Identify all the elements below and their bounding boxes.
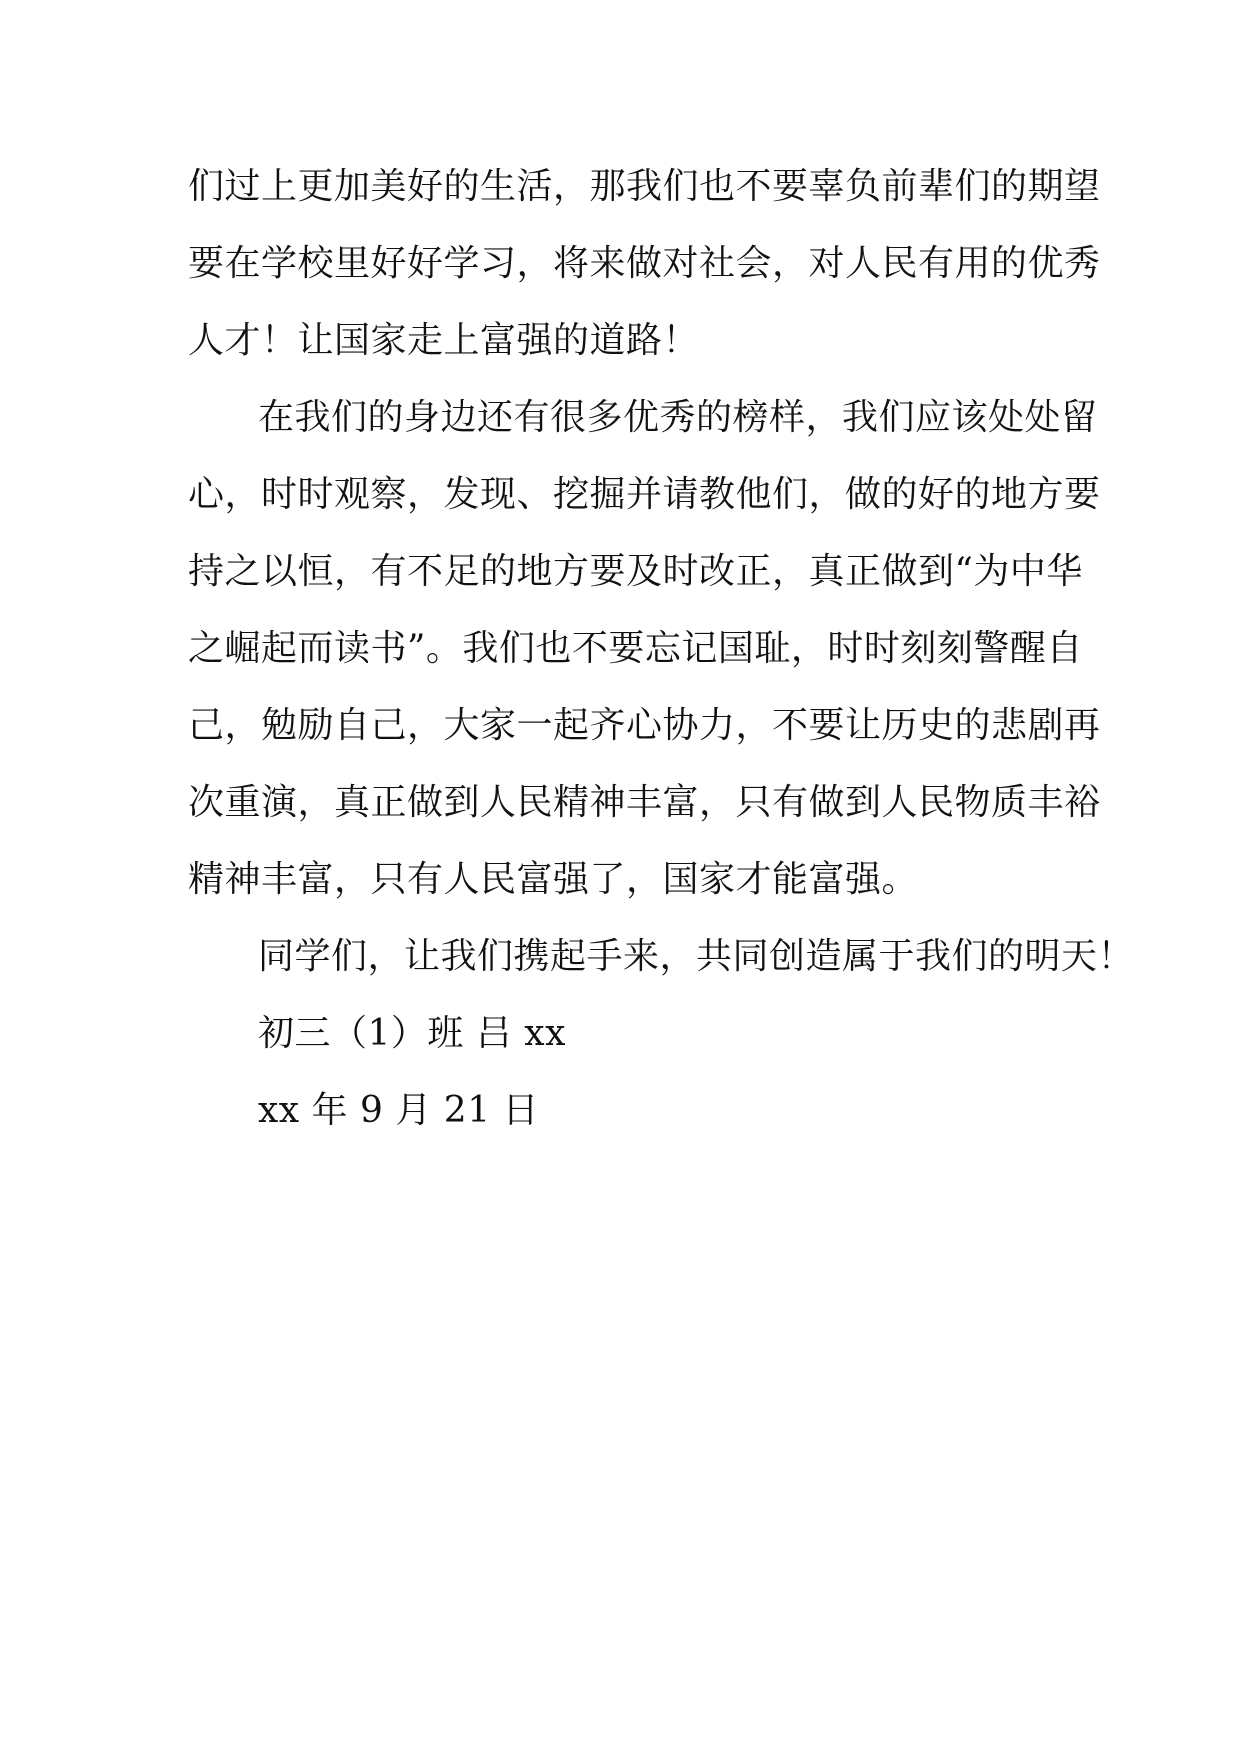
signature-line: 初三（1）班 吕 xx [258,1013,566,1054]
paragraph-start-line: 在我们的身边还有很多优秀的榜样，我们应该处处留 [258,397,1098,438]
text-line: 人才！让国家走上富强的道路！ [188,320,700,361]
text-line: 之崛起而读书”。我们也不要忘记国耻，时时刻刻警醒自 [188,628,1083,669]
date-line: xx 年 9 月 21 日 [258,1090,540,1131]
text-line: 次重演，真正做到人民精神丰富，只有做到人民物质丰裕 [188,782,1101,823]
closing-line: 同学们，让我们携起手来，共同创造属于我们的明天！ [258,936,1135,977]
text-line: 精神丰富，只有人民富强了，国家才能富强。 [188,859,919,900]
text-line: 要在学校里好好学习，将来做对社会，对人民有用的优秀 [188,243,1101,284]
text-line: 己，勉励自己，大家一起齐心协力，不要让历史的悲剧再 [188,705,1101,746]
text-line: 们过上更加美好的生活，那我们也不要辜负前辈们的期望 [188,166,1101,207]
text-line: 心，时时观察，发现、挖掘并请教他们，做的好的地方要 [188,474,1101,515]
text-line: 持之以恒，有不足的地方要及时改正，真正做到“为中华 [188,551,1083,592]
